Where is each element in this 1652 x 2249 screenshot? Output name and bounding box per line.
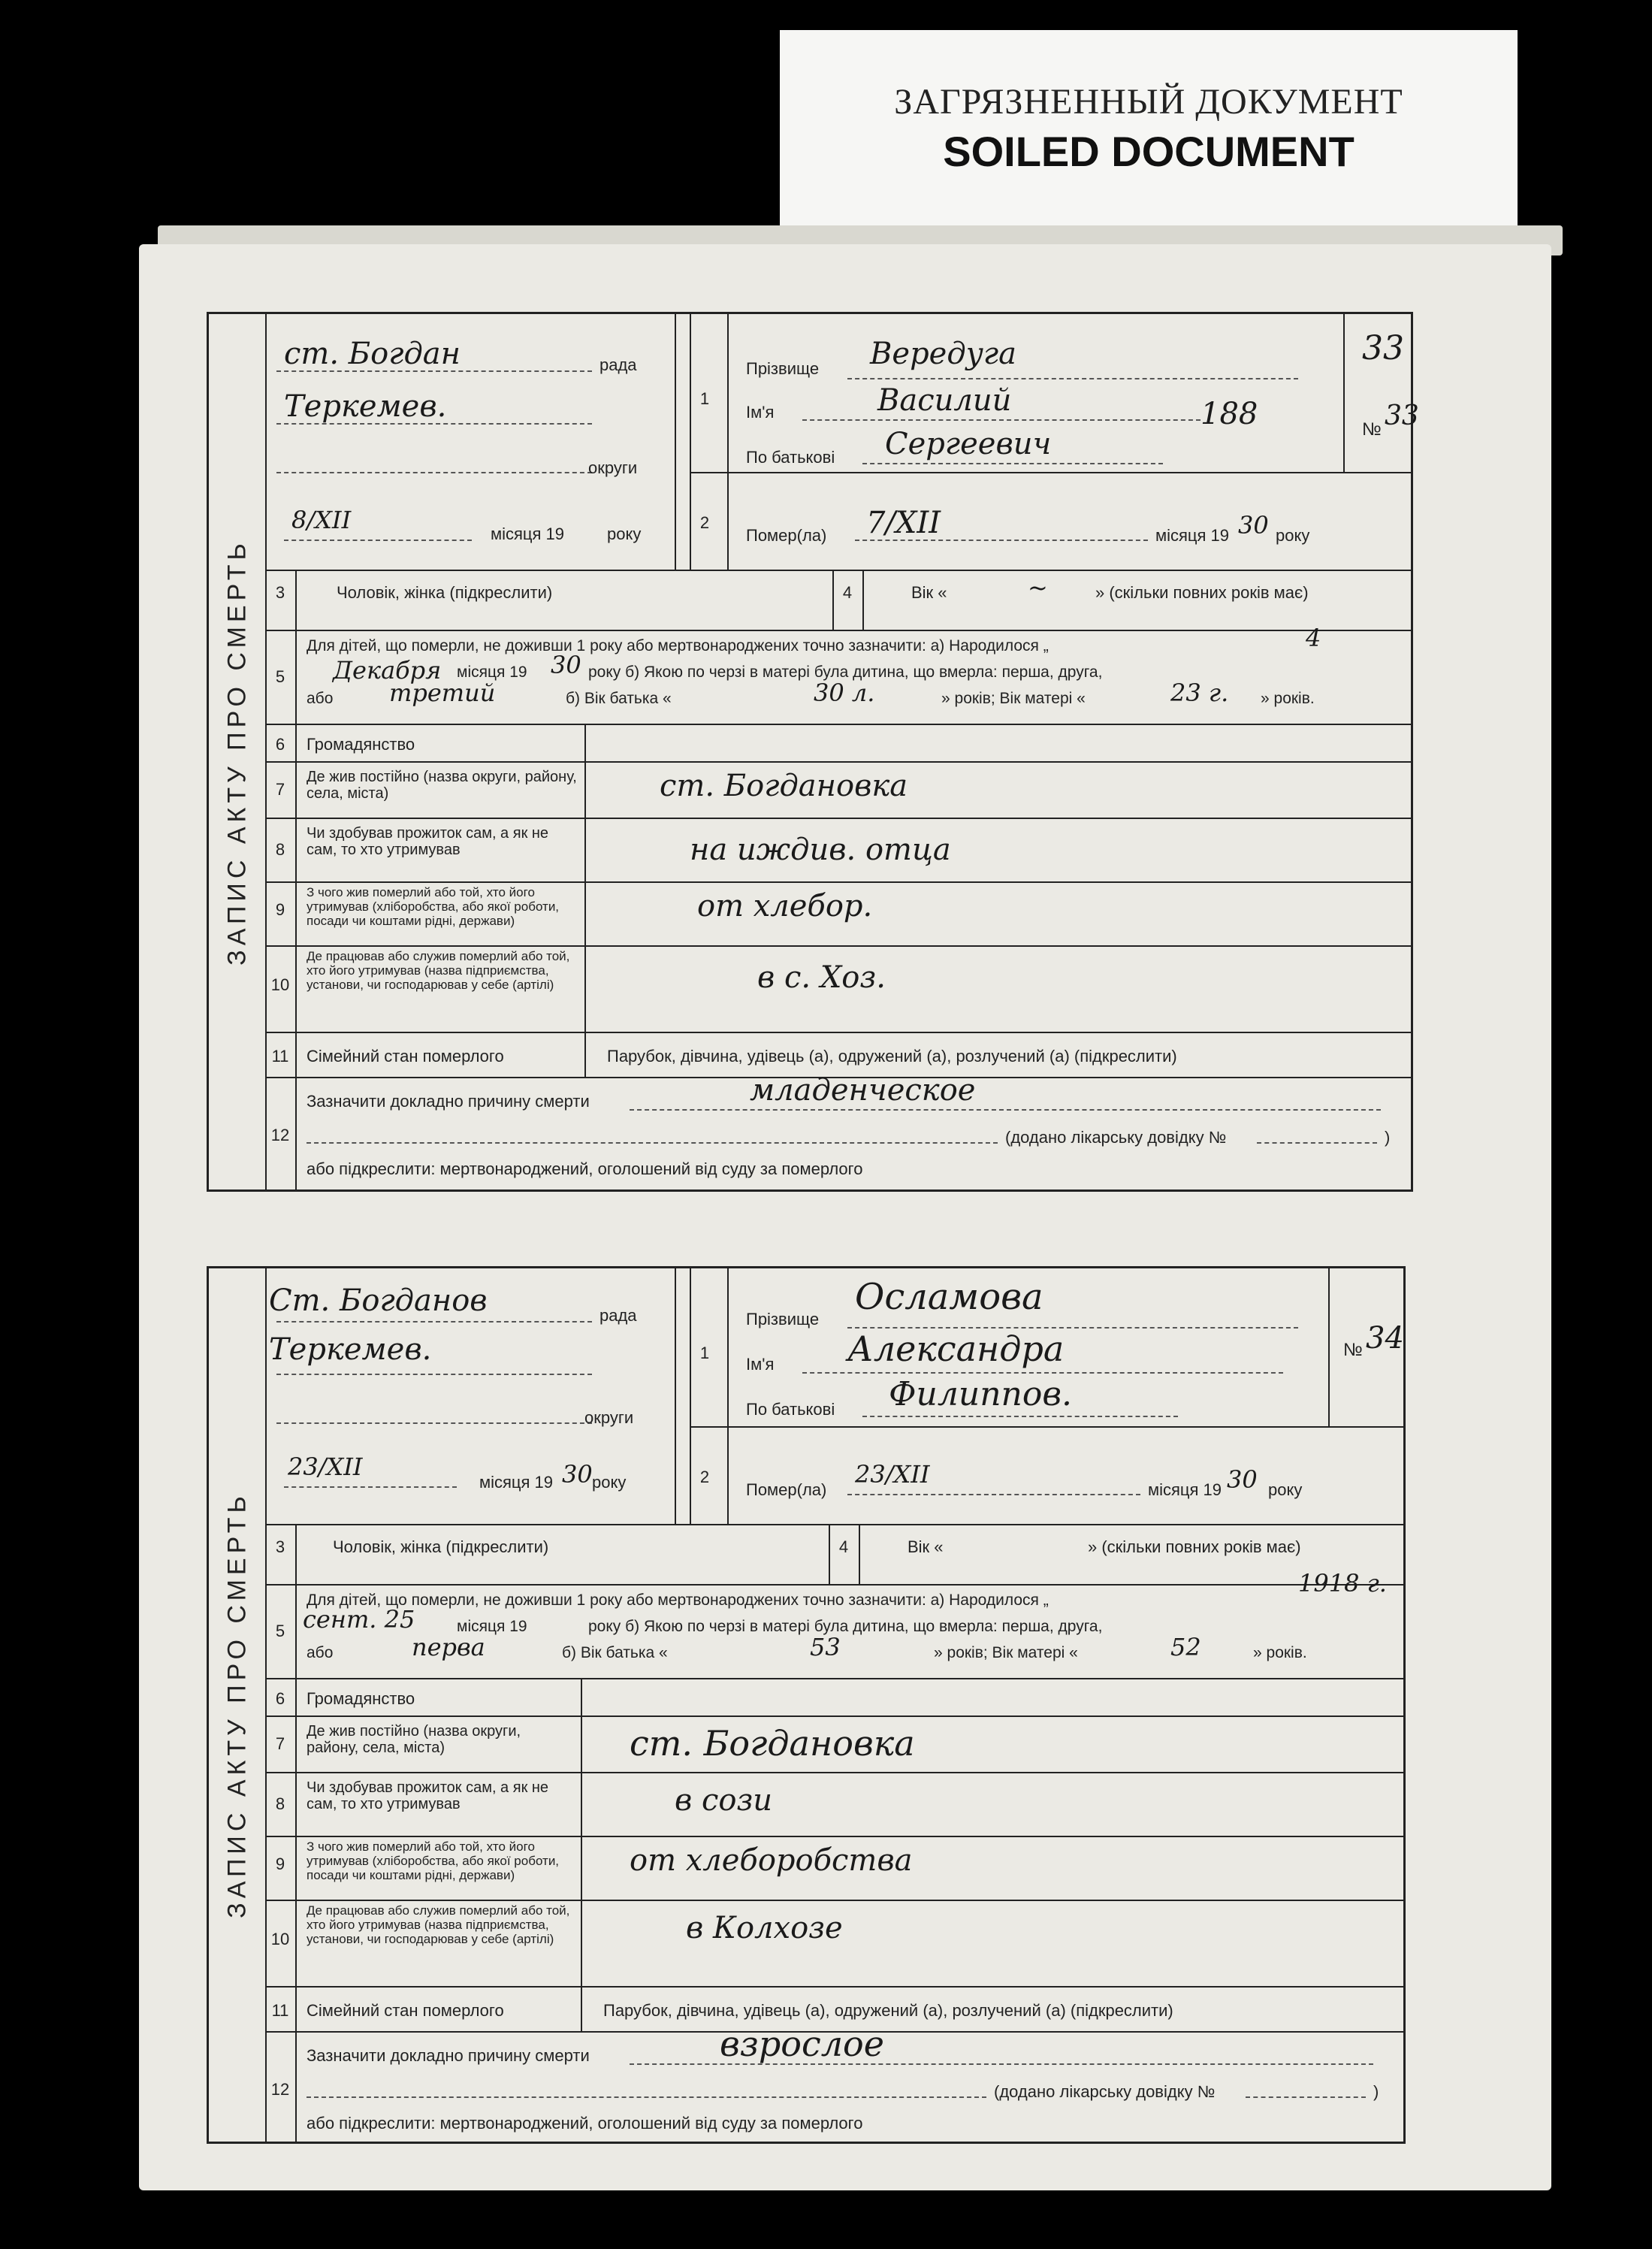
death-month-label: місяця 19 (1148, 1480, 1222, 1499)
name-label: Ім'я (746, 1355, 775, 1374)
age-value: ~ (1028, 573, 1048, 602)
marital-label: Сімейний стан померлого (307, 1047, 504, 1066)
citizenship-label: Громадянство (307, 735, 415, 754)
row-number: 2 (699, 1468, 710, 1486)
born-year: 30 (551, 651, 581, 679)
death-year-label: року (1268, 1480, 1303, 1499)
row5-or: або (307, 1644, 334, 1661)
okrugy-label: округи (584, 1408, 634, 1427)
soiled-document-stamp (780, 30, 1518, 255)
row5-years: » років. (1261, 690, 1315, 707)
death-year-label: року (1276, 526, 1310, 545)
record-number: 33 (1385, 401, 1419, 431)
death-record-form-2: ЗАПИС АКТУ ПРО СМЕРТЬ 1 2 Ст. Богданов рада Теркемев. округи 23/XII місяця 19 30 року Прізвище Осламова Ім'я Александра По батькові Филиппов. № 34 Помер(ла) 23/XII місяця 19 30 року 3 Чоловік, жінка (підкреслити) 4 Вік « » (скільки повних років має) 5 Для дітей, що померли, не доживши 1 року або мертвонароджених точно зазначити: а) Народилося „ 1918 г. сент. 25 місяця 19 року б) Якою по черзі в матері була дитина, що вмерла: перша, друга, або перва б) Вік батька « 53 » років; Вік матері « 52 » років. 6 Громадянство 7 Де жив постійно (назва округи, району, села, міста) ст. Богдановка 8 Чи здобував прожиток сам, а як не сам, то хто утримував в сози 9 З чого жив померлий або той, хто його утримував (хліборобства, або якої роботи, посади чи коштами рідні, держави) от хлеборобства 10 Де працював або служив померлий або той, хто його утримував (назва підприємства, установи, чи господарював у себе (артілі) в Колхозе 11 Сімейний стан померлого Парубок, дівчина, удівець (а), одружений (а), розлучений (а) (підкреслити) 12 Зазначити докладно причину смерти взрослое (додано лікарську довідку № ) або підкреслити: мертвонароджений, оголошений від суду за померлого (207, 1266, 1406, 2144)
livelihood-label: З чого жив померлий або той, хто його утримував (хліборобства, або якої роботи, посади чи коштами рідні, держави) (307, 1839, 560, 1882)
rada-label: рада (599, 355, 637, 374)
side-title: ЗАПИС АКТУ ПРО СМЕРТЬ (209, 314, 267, 1189)
mother-age-label: » років; Вік матері « (934, 1644, 1078, 1661)
registration-date: 23/XII (288, 1452, 363, 1481)
born-year-note: 1918 г. (1298, 1569, 1387, 1598)
row5-month-label: місяця 19 (457, 1618, 527, 1635)
certificate-label: (додано лікарську довідку № (994, 2082, 1216, 2101)
surname-value: Вередуга (870, 337, 1016, 371)
patronymic-value: Филиппов. (889, 1375, 1072, 1413)
surname-label: Прізвище (746, 1310, 820, 1329)
row-number: 7 (275, 1734, 285, 1753)
death-record-form-1: ЗАПИС АКТУ ПРО СМЕРТЬ 1 2 ст. Богдан рада Теркемев. округи 8/XII місяця 19 року Прізвище Вередуга Ім'я Василий 188 По батькові Сергеевич № 33 33 Помер(ла) 7/XII місяця 19 30 року 3 Чоловік, жінка (підкреслити) 4 Вік « ~ » (скільки повних років має) 5 Для дітей, що померли, не доживши 1 року або мертвонароджених точно зазначити: а) Народилося „ 4 Декабря місяця 19 30 року б) Якою по черзі в матері була дитина, що вмерла: перша, друга, або третий б) Вік батька « 30 л. » років; Вік матері « 23 г. » років. 6 Громадянство 7 Де жив постійно (назва округи, району, села, міста) ст. Богдановка 8 Чи здобував прожиток сам, а як не сам, то хто утримував на иждив. отца 9 З чого жив померлий або той, хто його утримував (хліборобства, або якої роботи, посади чи коштами рідні, держави) от хлебор. 10 Де працював або служив померлий або той, хто його утримував (назва підприємства, установи, чи господарював у себе (артілі) в с. Хоз. 11 Сімейний стан померлого Парубок, дівчина, удівець (а), одружений (а), розлучений (а) (підкреслити) 12 Зазначити докладно причину смерти младенческое (додано лікарську довідку № ) або підкреслити: мертвонароджений, оголошений від суду за померлого (207, 312, 1413, 1192)
row-number: 3 (275, 1537, 285, 1556)
row-number: 8 (275, 1794, 285, 1813)
rayon-value: Теркемев. (284, 389, 447, 424)
cause-value: взрослое (720, 2024, 884, 2064)
row5-month-label: місяця 19 (457, 664, 527, 681)
patronymic-label: По батькові (746, 1400, 835, 1419)
month-label: місяця 19 (491, 524, 565, 543)
side-title: ЗАПИС АКТУ ПРО СМЕРТЬ (209, 1268, 267, 2142)
marital-options: Парубок, дівчина, удівець (а), одружений (а), розлучений (а) (підкреслити) (603, 2001, 1173, 2020)
support-value: в сози (675, 1783, 773, 1818)
father-age: 53 (810, 1633, 841, 1661)
row-number: 10 (270, 975, 290, 994)
sex-label: Чоловік, жінка (підкреслити) (337, 583, 553, 602)
row-number: 4 (838, 1537, 849, 1556)
row-number: 12 (270, 2080, 290, 2099)
residence-value: ст. Богдановка (630, 1723, 915, 1764)
year-label: року (592, 1473, 627, 1492)
workplace-label: Де працював або служив померлий або той, хто його утримував (назва підприємства, установи, чи господарював у себе (артілі) (307, 949, 570, 992)
rayon-value: Теркемев. (269, 1332, 432, 1367)
extra-mark: 188 (1200, 397, 1258, 431)
workplace-value: в с. Хоз. (757, 960, 886, 995)
support-label: Чи здобував прожиток сам, а як не сам, то хто утримував (307, 1779, 549, 1812)
citizenship-label: Громадянство (307, 1689, 415, 1708)
stillborn-label: або підкреслити: мертвонароджений, оголошений від суду за померлого (307, 2114, 863, 2133)
child-order: перва (412, 1633, 485, 1661)
death-date: 23/XII (855, 1460, 930, 1489)
livelihood-value: от хлебор. (697, 889, 873, 923)
row5-years: » років. (1253, 1644, 1307, 1661)
year-label: року (607, 524, 642, 543)
row-number: 1 (699, 389, 710, 408)
stamp-line-russian: ЗАГРЯЗНЕННЫЙ ДОКУМЕНТ (894, 82, 1403, 122)
age-label: Вік « (911, 583, 947, 602)
support-value: на иждив. отца (690, 833, 951, 867)
row5-line1: Для дітей, що померли, не доживши 1 року або мертвонароджених точно зазначити: а) Народилося „ (307, 1592, 1049, 1609)
death-date: 7/XII (866, 506, 941, 540)
death-month-label: місяця 19 (1155, 526, 1230, 545)
row-number: 4 (842, 583, 853, 602)
name-value: Александра (847, 1329, 1065, 1369)
okrugy-label: округи (588, 458, 638, 477)
row-number: 11 (271, 2001, 289, 2020)
marital-label: Сімейний стан померлого (307, 2001, 504, 2020)
livelihood-label: З чого жив померлий або той, хто його утримував (хліборобства, або якої роботи, посади чи коштами рідні, держави) (307, 885, 560, 928)
father-age: 30 л. (814, 679, 875, 707)
row-number: 3 (275, 583, 285, 602)
cause-label: Зазначити докладно причину смерти (307, 2046, 590, 2065)
born-day: 4 (1306, 624, 1321, 652)
row-number: 5 (275, 1622, 285, 1640)
surname-label: Прізвище (746, 359, 820, 378)
livelihood-value: от хлеборобства (630, 1843, 913, 1878)
row5-or: або (307, 690, 334, 707)
age-note: » (скільки повних років має) (1095, 583, 1309, 602)
patronymic-label: По батькові (746, 448, 835, 467)
row-number: 6 (275, 735, 285, 754)
record-number-corner: 33 (1362, 329, 1404, 367)
stamp-line-english: SOILED DOCUMENT (943, 128, 1355, 175)
certificate-label: (додано лікарську довідку № (1005, 1128, 1227, 1147)
number-label: № (1343, 1340, 1363, 1360)
record-number: 34 (1366, 1321, 1404, 1356)
month-label: місяця 19 (479, 1473, 554, 1492)
sex-label: Чоловік, жінка (підкреслити) (333, 1537, 549, 1556)
patronymic-value: Сергеевич (885, 427, 1052, 461)
number-label: № (1362, 419, 1382, 440)
support-label: Чи здобував прожиток сам, а як не сам, то хто утримував (307, 825, 549, 858)
cause-label: Зазначити докладно причину смерти (307, 1092, 590, 1111)
row5-line2: року б) Якою по черзі в матері була дитина, що вмерла: перша, друга, (588, 664, 1103, 681)
row-number: 9 (275, 900, 285, 919)
father-age-label: б) Вік батька « (562, 1644, 668, 1661)
row-number: 10 (270, 1930, 290, 1948)
row-number: 6 (275, 1689, 285, 1708)
workplace-value: в Колхозе (686, 1911, 843, 1945)
name-label: Ім'я (746, 403, 775, 422)
born-month: сент. 25 (303, 1605, 415, 1634)
cause-value: младенческое (750, 1073, 976, 1108)
workplace-label: Де працював або служив померлий або той, хто його утримував (назва підприємства, установи, чи господарював у себе (артілі) (307, 1903, 570, 1946)
died-label: Помер(ла) (746, 1480, 827, 1499)
surname-value: Осламова (855, 1276, 1043, 1318)
rada-value: ст. Богдан (284, 337, 461, 371)
row5-line1: Для дітей, що померли, не доживши 1 року або мертвонароджених точно зазначити: а) Народилося „ (307, 637, 1049, 654)
residence-label: Де жив постійно (назва округи, району, села, міста) (307, 769, 577, 802)
rada-label: рада (599, 1306, 637, 1325)
mother-age: 23 г. (1170, 679, 1229, 707)
father-age-label: б) Вік батька « (566, 690, 672, 707)
died-label: Помер(ла) (746, 526, 827, 545)
registration-date: 8/XII (291, 506, 352, 534)
row-number: 1 (699, 1344, 710, 1362)
row-number: 2 (699, 513, 710, 532)
row-number: 8 (275, 840, 285, 859)
mother-age: 52 (1170, 1633, 1201, 1661)
mother-age-label: » років; Вік матері « (941, 690, 1086, 707)
row-number: 11 (271, 1047, 289, 1066)
marital-options: Парубок, дівчина, удівець (а), одружений (а), розлучений (а) (підкреслити) (607, 1047, 1177, 1066)
row5-line2: року б) Якою по черзі в матері була дитина, що вмерла: перша, друга, (588, 1618, 1103, 1635)
rada-value: Ст. Богданов (269, 1283, 488, 1318)
name-value: Василий (877, 383, 1012, 418)
age-note: » (скільки повних років має) (1088, 1537, 1301, 1556)
stillborn-label: або підкреслити: мертвонароджений, оголошений від суду за померлого (307, 1159, 863, 1178)
residence-label: Де жив постійно (назва округи, району, села, міста) (307, 1723, 521, 1756)
child-order: третий (389, 679, 496, 707)
residence-value: ст. Богдановка (660, 769, 908, 803)
row-number: 12 (270, 1126, 290, 1144)
age-label: Вік « (908, 1537, 944, 1556)
registration-year: 30 (562, 1460, 593, 1489)
born-month: Декабря (333, 656, 442, 685)
death-year: 30 (1238, 511, 1269, 540)
row-number: 9 (275, 1855, 285, 1873)
death-year: 30 (1227, 1465, 1258, 1494)
row-number: 5 (275, 667, 285, 686)
row-number: 7 (275, 780, 285, 799)
